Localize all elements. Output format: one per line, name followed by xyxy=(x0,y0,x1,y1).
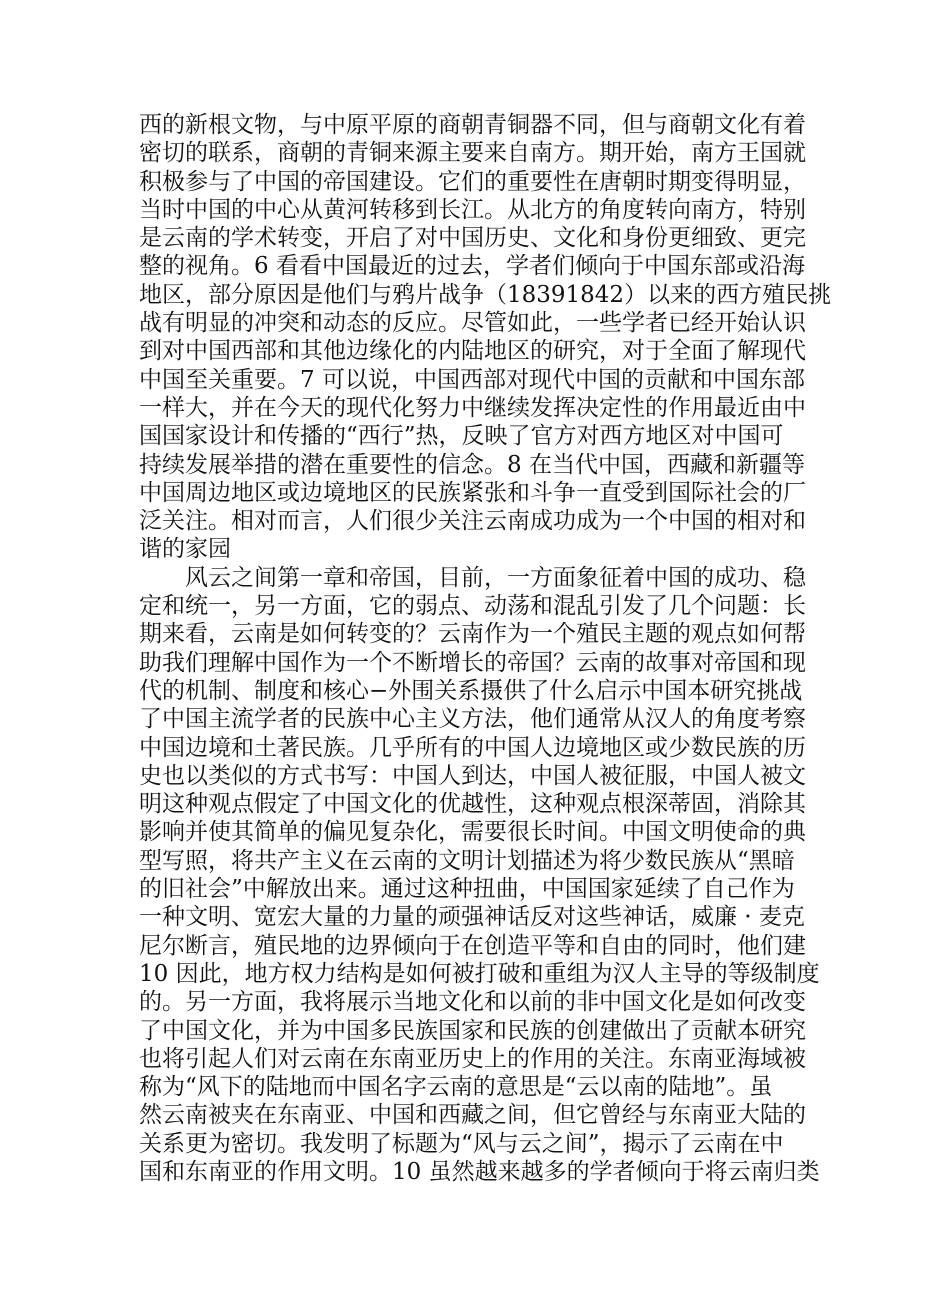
text-line: 关系更为密切。我发明了标题为“风与云之间”，揭示了云南在中 xyxy=(139,1130,784,1157)
text-line: 期来看，云南是如何转变的？云南作为一个殖民主题的观点如何帮 xyxy=(139,621,806,648)
text-line: 是云南的学术转变，开启了对中国历史、文化和身份更细致、更完 xyxy=(139,225,806,252)
text-line: 定和统一，另一方面，它的弱点、动荡和混乱引发了几个问题：长 xyxy=(139,593,806,620)
text-line: 密切的联系，商朝的青铜来源主要来自南方。期开始，南方王国就 xyxy=(139,140,806,167)
text-line: 战有明显的冲突和动态的反应。尽管如此，一些学者已经开始认识 xyxy=(139,310,806,337)
text-line: 西的新根文物，与中原平原的商朝青铜器不同，但与商朝文化有着 xyxy=(139,112,806,138)
text-line: 明这种观点假定了中国文化的优越性，这种观点根深蒂固，消除其 xyxy=(139,791,806,818)
text-line: 谐的家园 xyxy=(139,536,231,563)
text-line: 称为“风下的陆地而中国名字云南的意思是“云以南的陆地”。虽 xyxy=(139,1074,773,1101)
text-line: 代的机制、制度和核心−外围关系摄供了什么启示中国本研究挑战 xyxy=(139,677,803,704)
text-line: 型写照，将共产主义在云南的文明计划描述为将少数民族从“黑暗 xyxy=(139,847,795,874)
text-line: 一种文明、宽宏大量的力量的顽强神话反对这些神话，威廉 · 麦克 xyxy=(139,904,805,931)
text-line: 尼尔断言，殖民地的边界倾向于在创造平等和自由的同时，他们建 xyxy=(139,932,806,959)
paragraph-start-line: 风云之间第一章和帝国，目前，一方面象征着中国的成功、稳 xyxy=(185,564,806,591)
text-line: 地区，部分原因是他们与鸦片战争（18391842）以来的西方殖民挑 xyxy=(139,281,832,308)
text-line: 泛关注。相对而言，人们很少关注云南成功成为一个中国的相对和 xyxy=(139,508,806,535)
text-line: 然云南被夹在东南亚、中国和西藏之间，但它曾经与东南亚大陆的 xyxy=(139,1102,806,1129)
text-line: 到对中国西部和其他边缘化的内陆地区的研究，对于全面了解现代 xyxy=(139,338,806,365)
text-line: 当时中国的中心从黄河转移到长江。从北方的角度转向南方，特别 xyxy=(139,196,806,223)
text-line: 的。另一方面，我将展示当地文化和以前的非中国文化是如何改变 xyxy=(139,989,806,1016)
text-line: 中国周边地区或边境地区的民族紧张和斗争一直受到国际社会的厂 xyxy=(139,479,806,506)
text-line: 也将引起人们对云南在东南亚历史上的作用的关注。东南亚海域被 xyxy=(139,1045,806,1072)
text-line: 史也以类似的方式书写：中国人到达，中国人被征服，中国人被文 xyxy=(139,762,806,789)
text-line: 中国边境和土著民族。几乎所有的中国人边境地区或少数民族的历 xyxy=(139,734,806,761)
text-line: 的旧社会”中解放出来。通过这种扭曲，中国国家延续了自己作为 xyxy=(139,876,795,903)
text-line: 影响并使其简单的偏见复杂化，需要很长时间。中国文明使命的典 xyxy=(139,819,806,846)
text-line: 了中国文化，并为中国多民族国家和民族的创建做出了贡献本研究 xyxy=(139,1017,806,1044)
text-line: 整的视角。6 看看中国最近的过去，学者们倾向于中国东部或沿海 xyxy=(139,253,805,280)
body-text xyxy=(139,111,832,1186)
text-line: 10 因此，地方权力结构是如何被打破和重组为汉人主导的等级制度 xyxy=(139,960,820,987)
text-line: 国和东南亚的作用文明。10 虽然越来越多的学者倾向于将云南归类 xyxy=(139,1158,820,1185)
text-line: 持续发展举措的潜在重要性的信念。8 在当代中国，西藏和新疆等 xyxy=(139,451,805,478)
text-line: 国国家设计和传播的“西行”热，反映了官方对西方地区对中国可 xyxy=(139,423,784,450)
text-line: 一样大，并在今天的现代化努力中继续发挥决定性的作用最近由中 xyxy=(139,394,806,421)
text-line: 了中国主流学者的民族中心主义方法，他们通常从汉人的角度考察 xyxy=(139,706,806,733)
text-line: 助我们理解中国作为一个不断增长的帝国？云南的故事对帝国和现 xyxy=(139,649,806,676)
text-line: 积极参与了中国的帝国建设。它们的重要性在唐朝时期变得明显， xyxy=(139,168,806,195)
text-line: 中国至关重要。7 可以说，中国西部对现代中国的贡献和中国东部 xyxy=(139,366,805,393)
